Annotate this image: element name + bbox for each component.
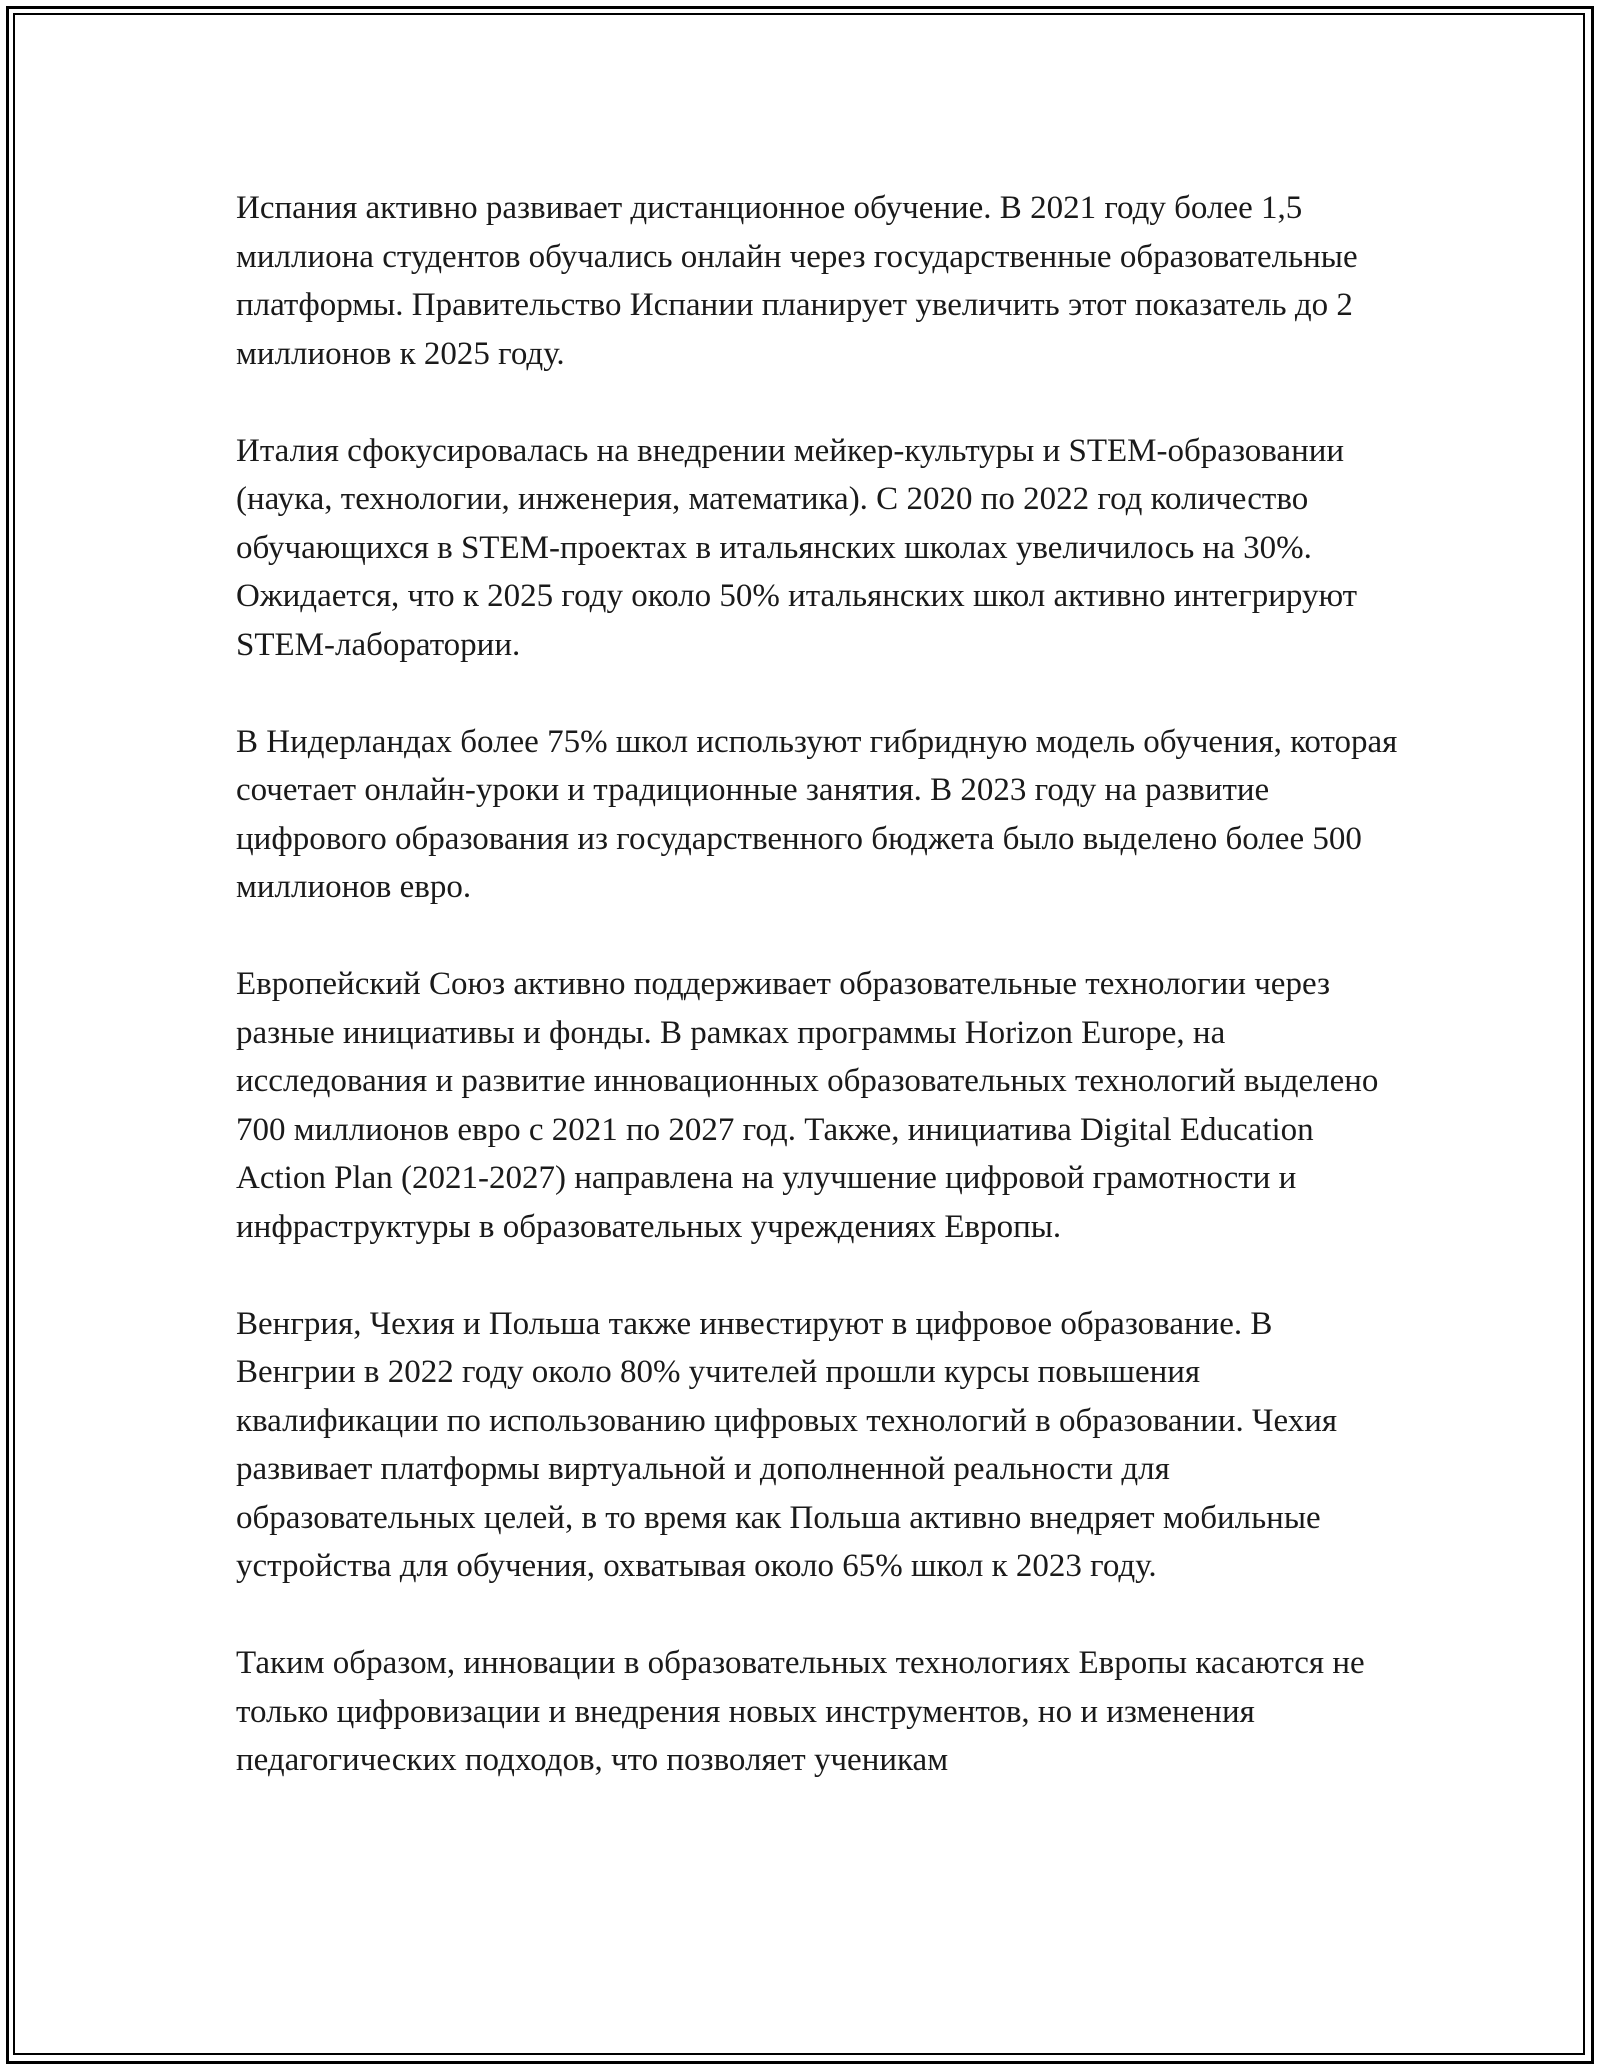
paragraph-hungary-czechia-poland: Венгрия, Чехия и Польша также инвестируют в цифровое образование. В Венгрии в 2022 году около 80% учителей прошли курсы повышения квалификации по использованию цифровых технологий в образовании. Чехия развивает платформы виртуальной и дополненной реальности для образовательных целей, в то время как Польша активно внедряет мобильные устройства для обучения, охватывая около 65% школ к 2023 году. <box>236 1305 1338 1584</box>
paragraph-conclusion: Таким образом, инновации в образовательных технологиях Европы касаются не только цифровизации и внедрения новых инструментов, но и изменения педагогических подходов, что позволяет ученикам <box>236 1645 1365 1778</box>
paragraph-european-union: Европейский Союз активно поддерживает образовательные технологии через разные инициативы и фонды. В рамках программы Horizon Europe, на исследования и развитие инновационных образовательных технологий выделено 700 миллионов евро с 2021 по 2027 год. Также, инициатива Digital Education Action Plan (2021-2027) направлена на улучшение цифровой грамотности и инфраструктуры в образовательных учреждениях Европы. <box>236 966 1379 1245</box>
paragraph-netherlands: В Нидерландах более 75% школ используют гибридную модель обучения, которая сочетает онлайн-уроки и традиционные занятия. В 2023 году на развитие цифрового образования из государственного бюджета было выделено более 500 миллионов евро. <box>236 723 1398 905</box>
document-body <box>236 184 1400 1785</box>
paragraph-spain: Испания активно развивает дистанционное обучение. В 2021 году более 1,5 миллиона студентов обучались онлайн через государственные образовательные платформы. Правительство Испании планирует увеличить этот показатель до 2 миллионов к 2025 году. <box>236 190 1358 372</box>
paragraph-italy: Италия сфокусировалась на внедрении мейкер-культуры и STEM-образовании (наука, технологии, инженерия, математика). С 2020 по 2022 год количество обучающихся в STEM-проектах в итальянских школах увеличилось на 30%. Ожидается, что к 2025 году около 50% итальянских школ активно интегрируют STEM-лаборатории. <box>236 432 1358 663</box>
